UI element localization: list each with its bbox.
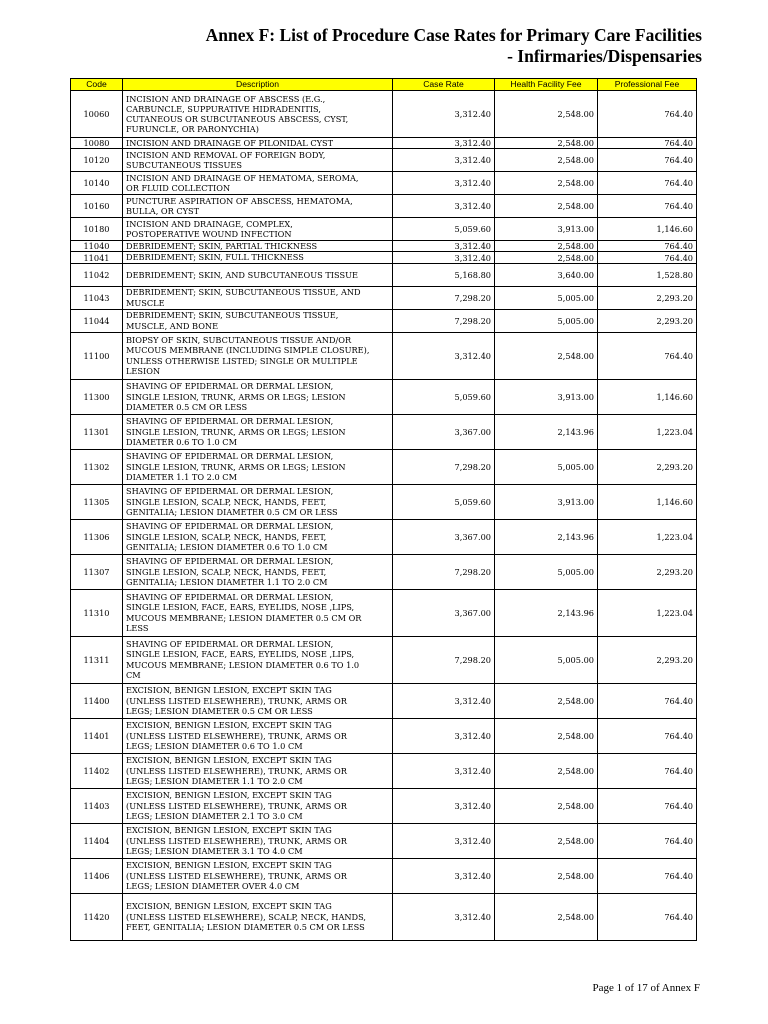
health-facility-fee: 3,913.00	[495, 379, 598, 414]
table-row	[71, 484, 697, 519]
description-line: CM	[126, 669, 141, 680]
procedure-description	[123, 636, 393, 683]
case-rate: 3,312.40	[393, 893, 495, 940]
professional-fee: 764.40	[598, 241, 697, 252]
case-rate: 3,312.40	[393, 858, 495, 893]
procedure-code: 10180	[71, 218, 123, 241]
case-rate: 7,298.20	[393, 554, 495, 589]
table-row	[71, 286, 697, 309]
procedure-description	[123, 332, 393, 379]
table-row	[71, 893, 697, 940]
description-line: SHAVING OF EPIDERMAL OR DERMAL LESION,	[126, 381, 334, 392]
page-title: Annex F: List of Procedure Case Rates for Primary Care Facilities	[205, 25, 702, 45]
table-row	[71, 788, 697, 823]
description-line: DEBRIDEMENT; SKIN, SUBCUTANEOUS TISSUE,	[126, 310, 339, 321]
procedure-code: 11403	[71, 788, 123, 823]
description-line: GENITALIA; LESION DIAMETER 1.1 TO 2.0 CM	[126, 576, 328, 587]
table-row	[71, 263, 697, 286]
procedure-rates-table	[70, 78, 697, 941]
description-line: FEET, GENITALIA; LESION DIAMETER 0.5 CM OR LESS	[126, 921, 365, 932]
professional-fee: 764.40	[598, 332, 697, 379]
case-rate: 7,298.20	[393, 286, 495, 309]
description-line: (UNLESS LISTED ELSEWHERE), SCALP, NECK, HANDS,	[126, 911, 367, 922]
procedure-code: 11305	[71, 484, 123, 519]
description-line: SINGLE LESION, TRUNK, ARMS OR LEGS; LESION	[126, 391, 346, 402]
professional-fee: 1,146.60	[598, 484, 697, 519]
professional-fee: 764.40	[598, 753, 697, 788]
case-rate: 3,312.40	[393, 683, 495, 718]
procedure-description	[123, 149, 393, 172]
procedure-description	[123, 753, 393, 788]
case-rate: 7,298.20	[393, 309, 495, 332]
professional-fee: 764.40	[598, 718, 697, 753]
procedure-code: 11306	[71, 519, 123, 554]
health-facility-fee: 2,143.96	[495, 589, 598, 636]
column-header-health-facility-fee: Health Facility Fee	[495, 79, 598, 91]
table-row	[71, 449, 697, 484]
case-rate: 5,168.80	[393, 263, 495, 286]
description-line: SINGLE LESION, FACE, EARS, EYELIDS, NOSE ,LIPS,	[126, 649, 355, 660]
table-row	[71, 149, 697, 172]
case-rate: 3,312.40	[393, 718, 495, 753]
procedure-code: 11040	[71, 241, 123, 252]
procedure-code: 11402	[71, 753, 123, 788]
description-line: LEGS; LESION DIAMETER 1.1 TO 2.0 CM	[126, 775, 303, 786]
health-facility-fee: 2,548.00	[495, 823, 598, 858]
procedure-description	[123, 379, 393, 414]
procedure-description	[123, 554, 393, 589]
description-line: DIAMETER 0.5 CM OR LESS	[126, 401, 248, 412]
health-facility-fee: 2,548.00	[495, 241, 598, 252]
description-line: SHAVING OF EPIDERMAL OR DERMAL LESION,	[126, 592, 334, 603]
procedure-description	[123, 683, 393, 718]
description-line: EXCISION, BENIGN LESION, EXCEPT SKIN TAG	[126, 685, 332, 696]
case-rate: 3,312.40	[393, 172, 495, 195]
professional-fee: 2,293.20	[598, 554, 697, 589]
table-row	[71, 718, 697, 753]
professional-fee: 1,223.04	[598, 589, 697, 636]
description-line: OR FLUID COLLECTION	[126, 183, 231, 194]
professional-fee: 764.40	[598, 138, 697, 149]
description-line: SINGLE LESION, TRUNK, ARMS OR LEGS; LESION	[126, 426, 346, 437]
procedure-code: 11301	[71, 414, 123, 449]
description-line: (UNLESS LISTED ELSEWHERE), TRUNK, ARMS OR	[126, 870, 347, 881]
procedure-description	[123, 414, 393, 449]
case-rate: 3,367.00	[393, 519, 495, 554]
description-line: MUCOUS MEMBRANE; LESION DIAMETER 0.6 TO 1.0	[126, 659, 360, 670]
health-facility-fee: 3,913.00	[495, 218, 598, 241]
case-rate: 3,312.40	[393, 138, 495, 149]
professional-fee: 764.40	[598, 893, 697, 940]
procedure-description	[123, 138, 393, 149]
procedure-description	[123, 718, 393, 753]
column-header-professional-fee: Professional Fee	[598, 79, 697, 91]
description-line: LEGS; LESION DIAMETER 3.1 TO 4.0 CM	[126, 845, 303, 856]
table-row	[71, 252, 697, 263]
professional-fee: 764.40	[598, 172, 697, 195]
case-rate: 5,059.60	[393, 484, 495, 519]
health-facility-fee: 2,548.00	[495, 718, 598, 753]
health-facility-fee: 2,548.00	[495, 91, 598, 138]
description-line: EXCISION, BENIGN LESION, EXCEPT SKIN TAG	[126, 790, 332, 801]
case-rate: 3,312.40	[393, 252, 495, 263]
description-line: SINGLE LESION, SCALP, NECK, HANDS, FEET,	[126, 566, 327, 577]
description-line: DIAMETER 1.1 TO 2.0 CM	[126, 471, 237, 482]
health-facility-fee: 2,548.00	[495, 332, 598, 379]
description-line: EXCISION, BENIGN LESION, EXCEPT SKIN TAG	[126, 825, 332, 836]
procedure-code: 11041	[71, 252, 123, 263]
description-line: SHAVING OF EPIDERMAL OR DERMAL LESION,	[126, 521, 334, 532]
professional-fee: 764.40	[598, 252, 697, 263]
description-line: MUSCLE	[126, 297, 165, 308]
procedure-code: 10120	[71, 149, 123, 172]
description-line: SHAVING OF EPIDERMAL OR DERMAL LESION,	[126, 451, 334, 462]
description-line: GENITALIA; LESION DIAMETER 0.6 TO 1.0 CM	[126, 541, 328, 552]
health-facility-fee: 3,913.00	[495, 484, 598, 519]
case-rate: 3,312.40	[393, 788, 495, 823]
description-line: CARBUNCLE, SUPPURATIVE HIDRADENITIS,	[126, 103, 321, 114]
health-facility-fee: 5,005.00	[495, 554, 598, 589]
description-line: LESS	[126, 622, 149, 633]
health-facility-fee: 5,005.00	[495, 286, 598, 309]
table-header-row	[71, 79, 697, 91]
professional-fee: 764.40	[598, 683, 697, 718]
case-rate: 3,312.40	[393, 332, 495, 379]
procedure-code: 10140	[71, 172, 123, 195]
page-subtitle: - Infirmaries/Dispensaries	[507, 46, 702, 66]
procedure-code: 10080	[71, 138, 123, 149]
health-facility-fee: 2,548.00	[495, 893, 598, 940]
description-line: SINGLE LESION, SCALP, NECK, HANDS, FEET,	[126, 496, 327, 507]
description-line: PUNCTURE ASPIRATION OF ABSCESS, HEMATOMA,	[126, 196, 353, 206]
health-facility-fee: 2,548.00	[495, 195, 598, 218]
description-line: LEGS; LESION DIAMETER OVER 4.0 CM	[126, 880, 300, 891]
table-row	[71, 858, 697, 893]
table-row	[71, 589, 697, 636]
description-line: INCISION AND REMOVAL OF FOREIGN BODY,	[126, 150, 326, 160]
procedure-code: 11406	[71, 858, 123, 893]
procedure-code: 11100	[71, 332, 123, 379]
procedure-description	[123, 195, 393, 218]
health-facility-fee: 5,005.00	[495, 449, 598, 484]
procedure-description	[123, 788, 393, 823]
health-facility-fee: 2,548.00	[495, 252, 598, 263]
professional-fee: 764.40	[598, 91, 697, 138]
description-line: INCISION AND DRAINAGE OF PILONIDAL CYST	[126, 138, 334, 148]
professional-fee: 1,223.04	[598, 414, 697, 449]
professional-fee: 764.40	[598, 788, 697, 823]
description-line: SHAVING OF EPIDERMAL OR DERMAL LESION,	[126, 556, 334, 567]
description-line: DEBRIDEMENT; SKIN, FULL THICKNESS	[126, 252, 304, 263]
case-rate: 5,059.60	[393, 218, 495, 241]
case-rate: 3,312.40	[393, 149, 495, 172]
procedure-description	[123, 823, 393, 858]
professional-fee: 1,528.80	[598, 263, 697, 286]
description-line: EXCISION, BENIGN LESION, EXCEPT SKIN TAG	[126, 755, 332, 766]
professional-fee: 764.40	[598, 823, 697, 858]
procedure-code: 11404	[71, 823, 123, 858]
table-row	[71, 519, 697, 554]
procedure-description	[123, 519, 393, 554]
case-rate: 3,312.40	[393, 195, 495, 218]
description-line: SINGLE LESION, SCALP, NECK, HANDS, FEET,	[126, 531, 327, 542]
case-rate: 3,312.40	[393, 823, 495, 858]
description-line: SINGLE LESION, FACE, EARS, EYELIDS, NOSE ,LIPS,	[126, 602, 355, 613]
description-line: BIOPSY OF SKIN, SUBCUTANEOUS TISSUE AND/OR	[126, 335, 352, 346]
health-facility-fee: 5,005.00	[495, 309, 598, 332]
description-line: DEBRIDEMENT; SKIN, AND SUBCUTANEOUS TISSUE	[126, 269, 358, 280]
description-line: MUCOUS MEMBRANE; LESION DIAMETER 0.5 CM OR	[126, 612, 362, 623]
procedure-description	[123, 263, 393, 286]
procedure-code: 10060	[71, 91, 123, 138]
professional-fee: 1,146.60	[598, 218, 697, 241]
professional-fee: 764.40	[598, 195, 697, 218]
description-line: INCISION AND DRAINAGE OF ABSCESS (E.G.,	[126, 93, 326, 104]
procedure-description	[123, 218, 393, 241]
procedure-description	[123, 252, 393, 263]
case-rate: 3,367.00	[393, 414, 495, 449]
procedure-description	[123, 172, 393, 195]
procedure-description	[123, 91, 393, 138]
procedure-code: 11302	[71, 449, 123, 484]
procedure-code: 11401	[71, 718, 123, 753]
procedure-code: 11044	[71, 309, 123, 332]
case-rate: 7,298.20	[393, 449, 495, 484]
description-line: EXCISION, BENIGN LESION, EXCEPT SKIN TAG	[126, 860, 332, 871]
table-row	[71, 195, 697, 218]
description-line: (UNLESS LISTED ELSEWHERE), TRUNK, ARMS OR	[126, 765, 347, 776]
table-row	[71, 683, 697, 718]
procedure-code: 10160	[71, 195, 123, 218]
description-line: UNLESS OTHERWISE LISTED; SINGLE OR MULTIPLE	[126, 355, 358, 366]
description-line: LEGS; LESION DIAMETER 2.1 TO 3.0 CM	[126, 810, 303, 821]
health-facility-fee: 2,143.96	[495, 414, 598, 449]
description-line: INCISION AND DRAINAGE, COMPLEX,	[126, 219, 293, 229]
professional-fee: 764.40	[598, 858, 697, 893]
procedure-code: 11310	[71, 589, 123, 636]
description-line: (UNLESS LISTED ELSEWHERE), TRUNK, ARMS OR	[126, 695, 347, 706]
column-header-description: Description	[123, 79, 393, 91]
description-line: EXCISION, BENIGN LESION, EXCEPT SKIN TAG	[126, 720, 332, 731]
professional-fee: 2,293.20	[598, 449, 697, 484]
procedure-description	[123, 286, 393, 309]
description-line: GENITALIA; LESION DIAMETER 0.5 CM OR LESS	[126, 506, 338, 517]
procedure-description	[123, 241, 393, 252]
procedure-code: 11307	[71, 554, 123, 589]
description-line: SHAVING OF EPIDERMAL OR DERMAL LESION,	[126, 639, 334, 650]
procedure-code: 11300	[71, 379, 123, 414]
procedure-description	[123, 858, 393, 893]
table-row	[71, 218, 697, 241]
case-rate: 3,312.40	[393, 91, 495, 138]
professional-fee: 2,293.20	[598, 636, 697, 683]
case-rate: 7,298.20	[393, 636, 495, 683]
table-row	[71, 379, 697, 414]
health-facility-fee: 2,548.00	[495, 149, 598, 172]
professional-fee: 2,293.20	[598, 309, 697, 332]
page-number: Page 1 of 17 of Annex F	[592, 982, 700, 994]
description-line: (UNLESS LISTED ELSEWHERE), TRUNK, ARMS OR	[126, 800, 347, 811]
description-line: LESION	[126, 365, 161, 376]
table-row	[71, 241, 697, 252]
description-line: LEGS; LESION DIAMETER 0.6 TO 1.0 CM	[126, 740, 303, 751]
description-line: BULLA, OR CYST	[126, 206, 200, 217]
description-line: SHAVING OF EPIDERMAL OR DERMAL LESION,	[126, 416, 334, 427]
table-row	[71, 309, 697, 332]
table-row	[71, 172, 697, 195]
case-rate: 3,367.00	[393, 589, 495, 636]
case-rate: 3,312.40	[393, 753, 495, 788]
table-row	[71, 414, 697, 449]
description-line: DIAMETER 0.6 TO 1.0 CM	[126, 436, 237, 447]
table-row	[71, 138, 697, 149]
professional-fee: 1,146.60	[598, 379, 697, 414]
description-line: INCISION AND DRAINAGE OF HEMATOMA, SEROMA,	[126, 173, 359, 183]
health-facility-fee: 2,548.00	[495, 172, 598, 195]
professional-fee: 2,293.20	[598, 286, 697, 309]
description-line: SUBCUTANEOUS TISSUES	[126, 160, 242, 171]
procedure-code: 11311	[71, 636, 123, 683]
procedure-description	[123, 589, 393, 636]
table-row	[71, 753, 697, 788]
health-facility-fee: 2,548.00	[495, 138, 598, 149]
procedure-code: 11420	[71, 893, 123, 940]
health-facility-fee: 2,548.00	[495, 683, 598, 718]
procedure-code: 11042	[71, 263, 123, 286]
procedure-description	[123, 484, 393, 519]
procedure-description	[123, 893, 393, 940]
procedure-code: 11043	[71, 286, 123, 309]
description-line: EXCISION, BENIGN LESION, EXCEPT SKIN TAG	[126, 901, 332, 912]
table-row	[71, 823, 697, 858]
professional-fee: 1,223.04	[598, 519, 697, 554]
table-row	[71, 332, 697, 379]
table-row	[71, 91, 697, 138]
description-line: FURUNCLE, OR PARONYCHIA)	[126, 124, 259, 135]
table-row	[71, 636, 697, 683]
procedure-description	[123, 309, 393, 332]
professional-fee: 764.40	[598, 149, 697, 172]
health-facility-fee: 3,640.00	[495, 263, 598, 286]
health-facility-fee: 5,005.00	[495, 636, 598, 683]
description-line: CUTANEOUS OR SUBCUTANEOUS ABSCESS, CYST,	[126, 114, 349, 124]
procedure-description	[123, 449, 393, 484]
description-line: POSTOPERATIVE WOUND INFECTION	[126, 229, 292, 240]
description-line: MUCOUS MEMBRANE (INCLUDING SIMPLE CLOSURE),	[126, 345, 370, 356]
health-facility-fee: 2,548.00	[495, 788, 598, 823]
description-line: (UNLESS LISTED ELSEWHERE), TRUNK, ARMS OR	[126, 835, 347, 846]
health-facility-fee: 2,143.96	[495, 519, 598, 554]
procedure-code: 11400	[71, 683, 123, 718]
description-line: DEBRIDEMENT; SKIN, PARTIAL THICKNESS	[126, 241, 318, 252]
table-row	[71, 554, 697, 589]
column-header-case-rate: Case Rate	[393, 79, 495, 91]
case-rate: 3,312.40	[393, 241, 495, 252]
column-header-code: Code	[71, 79, 123, 91]
description-line: SHAVING OF EPIDERMAL OR DERMAL LESION,	[126, 486, 334, 497]
case-rate: 5,059.60	[393, 379, 495, 414]
health-facility-fee: 2,548.00	[495, 858, 598, 893]
description-line: (UNLESS LISTED ELSEWHERE), TRUNK, ARMS OR	[126, 730, 347, 741]
description-line: SINGLE LESION, TRUNK, ARMS OR LEGS; LESION	[126, 461, 346, 472]
health-facility-fee: 2,548.00	[495, 753, 598, 788]
description-line: MUSCLE, AND BONE	[126, 320, 219, 331]
description-line: DEBRIDEMENT; SKIN, SUBCUTANEOUS TISSUE, AND	[126, 287, 361, 298]
description-line: LEGS; LESION DIAMETER 0.5 CM OR LESS	[126, 705, 313, 716]
